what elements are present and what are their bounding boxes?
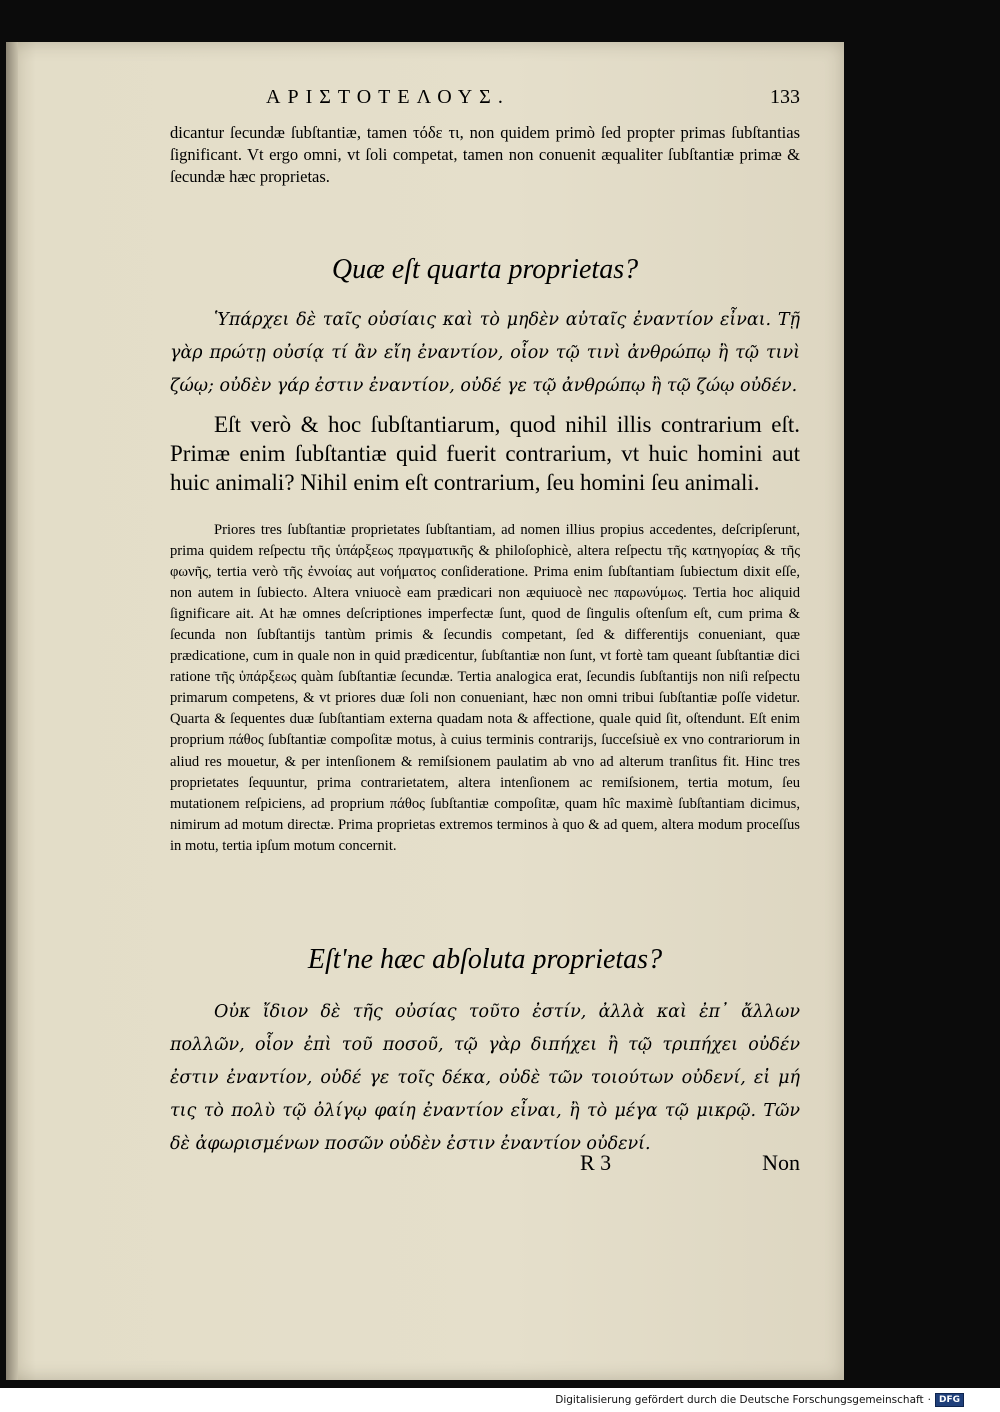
- dfg-logo-icon: DFG: [935, 1393, 964, 1407]
- latin-translation: Eſt verò & hoc ſubſtantiarum, quod nihil illis contrarium eſt. Primæ enim ſubſtantiæ quid fuerit contrarium, vt huic homini aut huic animali? Nihil enim eſt contrarium, ſeu homini ſeu animali.: [170, 412, 800, 495]
- catchword: Non: [762, 1150, 800, 1175]
- page-number: 133: [770, 86, 800, 108]
- running-head: ΑΡΙΣΤΟΤΕΛΟΥΣ.: [266, 86, 510, 108]
- commentary-paragraph: Priores tres ſubſtantiæ proprietates ſubſtantiam, ad nomen illius propius accedentes, deſcripſerunt, prima quidem reſpectu τῆς ὑπάρξεως πραγματικῆς & philoſophicè, altera reſpectu τῆς κατηγορίας & τῆς φωνῆς, tertia verò τῆς ἐννοίας aut νοήματος conſideratione. Prima enim ſubſtantiam ſubiectum dixit eſſe, non autem in ſubiecto. Altera vniuocè eam prædicari non æquiuocè nec παρωνύμως. Tertia hoc aliquid ſignificare ait. At hæ omnes deſcriptiones imperfectæ ſunt, quod de ſingulis oſtenſum eſt, cum prima & ſecunda non ſubſtantijs tantùm primis & ſecundis competant, ſed & differentijs conueniant, quæ prædicatione, cum in quale non in quid prædicentur, ſubſtantiæ non ſunt, vt fortè tam queant ſubſtantiæ dici ratione τῆς ὑπάρξεως quàm ſubſtantiæ ſecundæ. Tertia analogica erat, ſecundis ſubſtantijs non niſi reſpectu primarum competens, & vt priores duæ ſoli non conueniant, hæc non omni tribui ſubſtantiæ poſſe videtur. Quarta & ſequentes duæ ſubſtantiam externa quadam nota & affectione, quale quid ſit, oſtendunt. Eſt enim proprium πάθος ſubſtantiæ compoſitæ motus, à cuius terminis contrarijs, ſucceſsiuè ex vno contrariorum in aliud res mouetur, & per intenſionem & remiſsionem paulatim ab vno ad alterum tranſitus fit. Hinc tres proprietates ſequuntur, prima contrarietatem, altera intenſionem ac remiſsionem, tertia motum, ſeu mutationem reſpiciens, ad proprium πάθος ſubſtantiæ compoſitæ, quam hîc maximè ſubſtantiam dicimus, nimirum ad motum directæ. Prima proprietas extremos terminos à quo & ad quem, altera modum proceſſus in motu, tertia ipſum motum concernit.: [170, 522, 800, 854]
- greek-text-1: Ὑπάρχει δὲ ταῖς οὐσίαις καὶ τὸ μηδὲν αὐταῖς ἐναντίον εἶναι. Τῇ γὰρ πρώτῃ οὐσίᾳ τί ἂν εἴη ἐναντίον, οἷον τῷ τινὶ ἀνθρώπῳ ἢ τῷ τινὶ ζώῳ; οὐδὲν γάρ ἐστιν ἐναντίον, οὐδέ γε τῷ ἀνθρώπῳ ἢ τῷ ζώῳ οὐδέν.: [170, 310, 800, 396]
- digitization-credit: Digitalisierung gefördert durch die Deutsche Forschungsgemeinschaft · DFG: [555, 1392, 964, 1408]
- page-footer: [170, 1150, 800, 1184]
- credit-text: Digitalisierung gefördert durch die Deutsche Forschungsgemeinschaft: [555, 1394, 924, 1406]
- question-heading-2: Eſt'ne hæc abſoluta proprietas?: [307, 944, 663, 975]
- page-gutter: [6, 42, 18, 1380]
- question-heading-1: Quæ eſt quarta proprietas?: [331, 254, 639, 285]
- signature-mark: R 3: [580, 1150, 612, 1175]
- paragraph-top: dicantur ſecundæ ſubſtantiæ, tamen τόδε τι, non quidem primò ſed propter primas ſubſtantias ſignificant. Vt ergo omni, vt ſoli competat, tamen non conuenit æqualiter ſubſtantiæ primæ & ſecundæ hæc proprietas.: [170, 123, 800, 186]
- greek-text-2: Οὐκ ἴδιον δὲ τῆς οὐσίας τοῦτο ἐστίν, ἀλλὰ καὶ ἐπ᾽ ἄλλων πολλῶν, οἷον ἐπὶ τοῦ ποσοῦ, τῷ γὰρ διπήχει ἢ τῷ τριπήχει οὐδέν ἐστιν ἐναντίον, οὐδέ γε τοῖς δέκα, οὐδὲ τῶν τοιούτων οὐδενί, εἰ μή τις τὸ πολὺ τῷ ὀλίγῳ φαίη ἐναντίον εἶναι, ἢ τὸ μέγα τῷ μικρῷ. Τῶν δὲ ἀφωρισμένων ποσῶν οὐδὲν ἐστιν ἐναντίον οὐδενί.: [170, 1002, 800, 1154]
- page-header: [170, 86, 800, 116]
